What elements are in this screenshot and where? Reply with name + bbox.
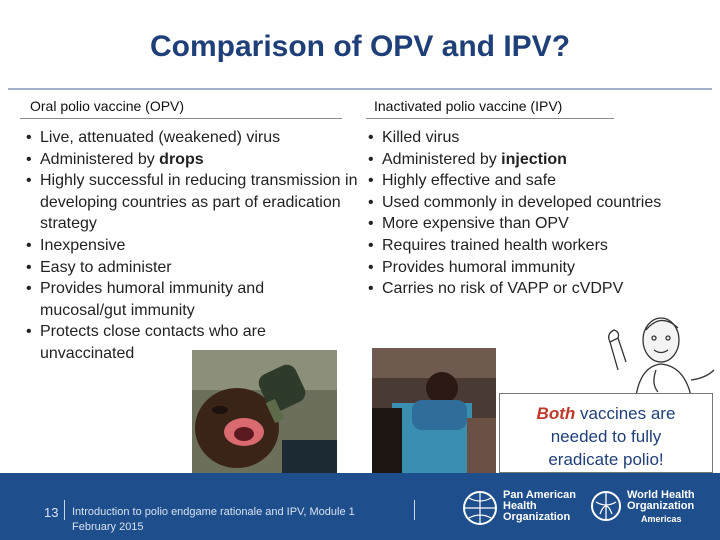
list-item: • Highly effective and safe — [368, 170, 708, 192]
paho-logo — [460, 488, 500, 528]
list-item: • Requires trained health workers — [368, 235, 708, 257]
footer-divider — [414, 500, 415, 520]
list-item: • More expensive than OPV — [368, 213, 708, 235]
opv-drops-photo — [192, 350, 337, 473]
list-item: • Protects close contacts who are unvaccinated — [26, 321, 320, 364]
list-item: • Easy to administer — [26, 257, 366, 279]
list-item: • Used commonly in developed countries — [368, 192, 708, 214]
list-item: • Inexpensive — [26, 235, 366, 257]
who-logo — [588, 488, 624, 524]
footer-divider — [64, 500, 65, 520]
list-item: • Live, attenuated (weakened) virus — [26, 127, 366, 149]
list-item: • Administered by drops — [26, 149, 366, 171]
paho-logo-text: Pan American Health Organization — [503, 489, 576, 523]
module-caption — [72, 505, 412, 535]
who-emblem-icon — [588, 488, 624, 524]
ipv-heading-rule — [366, 118, 614, 119]
page-number: 13 — [44, 505, 59, 520]
ipv-injection-photo — [372, 348, 496, 473]
title-divider — [8, 88, 712, 90]
ipv-column-heading: Inactivated polio vaccine (IPV) — [374, 98, 563, 114]
globe-icon — [460, 488, 500, 528]
list-item: • Killed virus — [368, 127, 708, 149]
list-item: • Administered by injection — [368, 149, 708, 171]
callout-line-3: eradicate polio! — [548, 450, 664, 469]
opv-bullet-list — [26, 127, 366, 365]
callout-box — [499, 393, 713, 473]
module-title: Introduction to polio endgame rationale and IPV, Module 1 — [72, 506, 355, 518]
opv-heading-rule — [20, 118, 342, 119]
opv-column-heading: Oral polio vaccine (OPV) — [30, 98, 185, 114]
module-date: February 2015 — [72, 521, 144, 533]
callout-line-1: Both vaccines are — [536, 404, 676, 423]
callout-line-2: needed to fully — [550, 427, 662, 446]
callout-text — [500, 402, 712, 471]
list-item: • Provides humoral immunity — [368, 257, 708, 279]
ipv-bullet-list — [368, 127, 708, 300]
who-logo-text: World Health Organization Americas — [627, 489, 695, 524]
list-item: • Highly successful in reducing transmission in developing countries as part of eradication strategy — [26, 170, 366, 235]
slide-title: Comparison of OPV and IPV? — [149, 30, 571, 63]
list-item: • Provides humoral immunity and mucosal/gut immunity — [26, 278, 320, 321]
list-item: • Carries no risk of VAPP or cVDPV — [368, 278, 708, 300]
callout-emphasis: Both — [536, 404, 576, 423]
doctor-cartoon-illustration — [596, 300, 720, 396]
